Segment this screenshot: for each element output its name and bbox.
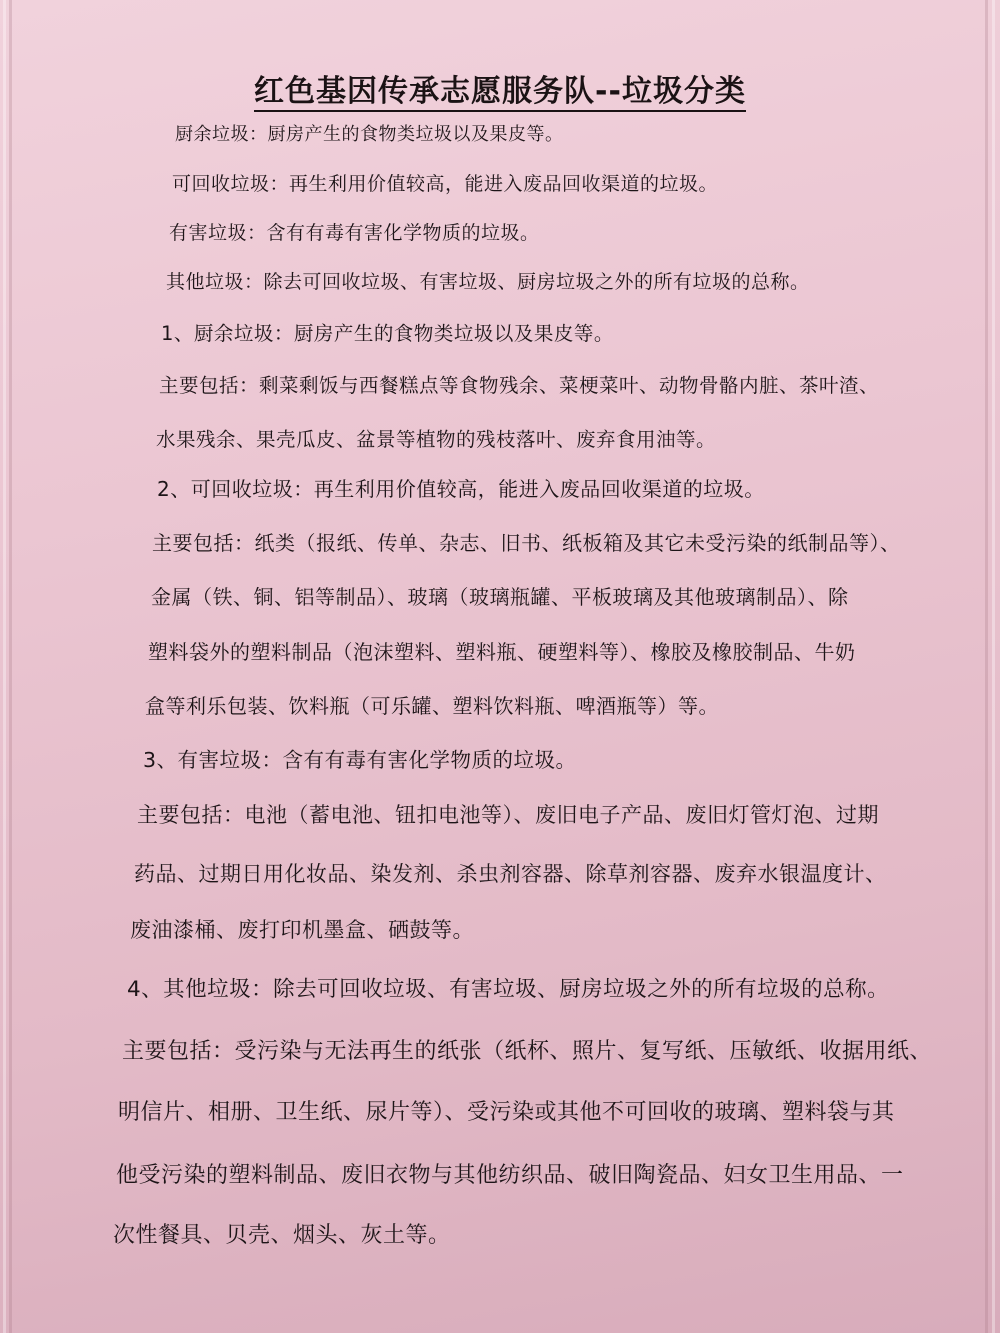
section-3-line: 药品、过期日用化妆品、染发剂、杀虫剂容器、除草剂容器、废弃水银温度计、: [134, 862, 887, 886]
section-2-heading: 2、可回收垃圾：再生利用价值较高，能进入废品回收渠道的垃圾。: [157, 477, 765, 501]
section-1-heading: 1、厨余垃圾：厨房产生的食物类垃圾以及果皮等。: [161, 322, 614, 345]
document-title-text: 红色基因传承志愿服务队--垃圾分类: [254, 74, 746, 112]
section-2-line: 塑料袋外的塑料制品（泡沫塑料、塑料瓶、硬塑料等）、橡胶及橡胶制品、牛奶: [148, 640, 856, 664]
paper-edge: [985, 0, 988, 1333]
section-2-line: 金属（铁、铜、铝等制品）、玻璃（玻璃瓶罐、平板玻璃及其他玻璃制品）、除: [151, 585, 849, 609]
section-1-line: 水果残余、果壳瓜皮、盆景等植物的残枝落叶、废弃食用油等。: [156, 428, 717, 451]
paper-edge: [3, 0, 6, 1333]
section-4-heading: 4、其他垃圾：除去可回收垃圾、有害垃圾、厨房垃圾之外的所有垃圾的总称。: [127, 977, 890, 1002]
section-2-line: 主要包括：纸类（报纸、传单、杂志、旧书、纸板箱及其它未受污染的纸制品等）、: [152, 531, 901, 555]
section-3-line: 主要包括：电池（蓄电池、钮扣电池等）、废旧电子产品、废旧灯管灯泡、过期: [137, 803, 879, 827]
section-1-line: 主要包括：剩菜剩饭与西餐糕点等食物残余、菜梗菜叶、动物骨骼内脏、茶叶渣、: [159, 374, 880, 397]
section-4-line: 次性餐具、贝壳、烟头、灰土等。: [113, 1223, 451, 1248]
section-3-heading: 3、有害垃圾：含有有毒有害化学物质的垃圾。: [143, 748, 577, 772]
paper-edge: [992, 0, 995, 1333]
summary-other: 其他垃圾：除去可回收垃圾、有害垃圾、厨房垃圾之外的所有垃圾的总称。: [166, 271, 810, 293]
section-3-line: 废油漆桶、废打印机墨盒、硒鼓等。: [130, 918, 474, 942]
summary-hazardous: 有害垃圾：含有有毒有害化学物质的垃圾。: [169, 222, 540, 244]
section-4-line: 他受污染的塑料制品、废旧衣物与其他纺织品、破旧陶瓷品、妇女卫生用品、一: [116, 1163, 904, 1188]
section-2-line: 盒等利乐包装、饮料瓶（可乐罐、塑料饮料瓶、啤酒瓶等）等。: [145, 694, 719, 718]
summary-kitchen: 厨余垃圾：厨房产生的食物类垃圾以及果皮等。: [175, 124, 564, 145]
document-title: [0, 66, 1000, 110]
section-4-line: 主要包括：受污染与无法再生的纸张（纸杯、照片、复写纸、压敏纸、收据用纸、: [122, 1039, 933, 1064]
paper-edge: [9, 0, 12, 1333]
section-4-line: 明信片、相册、卫生纸、尿片等）、受污染或其他不可回收的玻璃、塑料袋与其: [118, 1100, 895, 1125]
summary-recyclable: 可回收垃圾：再生利用价值较高，能进入废品回收渠道的垃圾。: [172, 173, 719, 195]
